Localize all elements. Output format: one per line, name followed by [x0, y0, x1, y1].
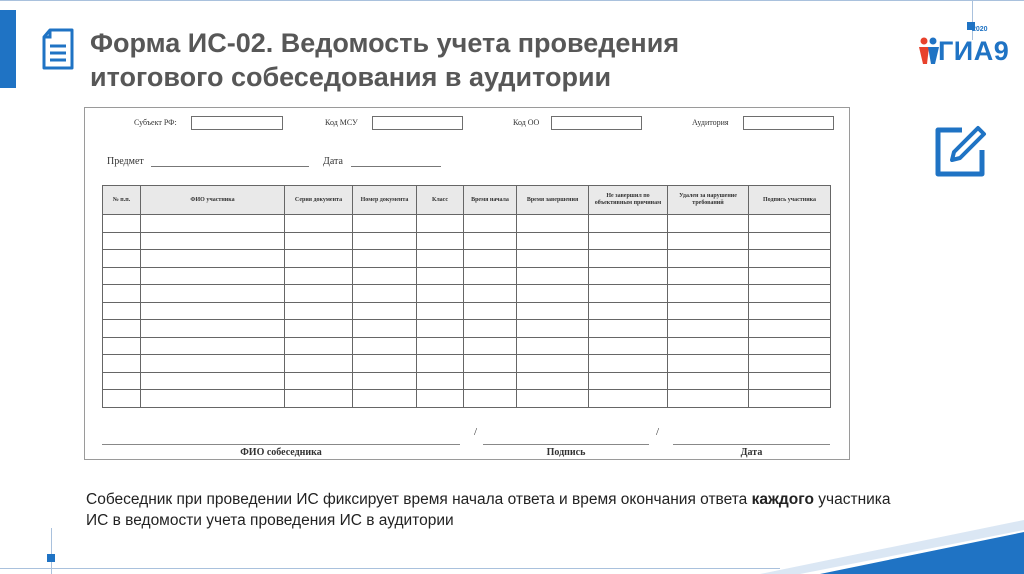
table-cell: [517, 320, 589, 338]
logo-figures-icon: [918, 36, 940, 66]
table-cell: [589, 250, 668, 268]
col-header: ФИО участника: [141, 186, 285, 215]
table-cell: [285, 215, 353, 233]
table-cell: [749, 250, 831, 268]
table-cell: [141, 302, 285, 320]
table-cell: [589, 215, 668, 233]
table-cell: [749, 267, 831, 285]
participants-table: [102, 185, 831, 408]
col-header: Не завершил по объективным причинам: [589, 186, 668, 215]
col-header: Удален за нарушение требований: [668, 186, 749, 215]
col-header: Время начала: [464, 186, 517, 215]
separator-slash-2: /: [656, 426, 660, 438]
table-cell: [589, 285, 668, 303]
table-cell: [668, 320, 749, 338]
table-row: [103, 372, 831, 390]
field-box-kod-msu: [372, 116, 463, 130]
table-cell: [589, 372, 668, 390]
table-cell: [285, 232, 353, 250]
table-cell: [749, 215, 831, 233]
note-prefix: Собеседник при проведении ИС фиксирует время начала ответа и время окончания ответа: [86, 491, 752, 508]
table-cell: [417, 285, 464, 303]
table-row: [103, 320, 831, 338]
note-bold: каждого: [751, 491, 814, 508]
table-cell: [353, 267, 417, 285]
signature-label-fio: ФИО собеседника: [240, 447, 322, 458]
table-cell: [285, 250, 353, 268]
field-label-auditoria: Аудитория: [692, 118, 729, 127]
table-cell: [141, 215, 285, 233]
col-header: Подпись участника: [749, 186, 831, 215]
table-cell: [589, 232, 668, 250]
table-cell: [285, 285, 353, 303]
table-row: [103, 355, 831, 373]
table-cell: [749, 337, 831, 355]
table-cell: [353, 372, 417, 390]
table-cell: [103, 337, 141, 355]
table-cell: [285, 320, 353, 338]
separator-slash-1: /: [474, 426, 478, 438]
table-cell: [517, 372, 589, 390]
table-cell: [103, 250, 141, 268]
table-cell: [749, 355, 831, 373]
table-cell: [749, 302, 831, 320]
table-cell: [417, 232, 464, 250]
table-cell: [103, 215, 141, 233]
table-cell: [749, 390, 831, 408]
table-cell: [589, 337, 668, 355]
table-cell: [417, 355, 464, 373]
predmet-label: Предмет: [107, 156, 144, 167]
table-cell: [517, 267, 589, 285]
table-cell: [589, 267, 668, 285]
page-title: [90, 26, 790, 94]
signature-label-podpis: Подпись: [546, 447, 586, 458]
table-cell: [417, 250, 464, 268]
col-header: № п.п.: [103, 186, 141, 215]
table-cell: [668, 215, 749, 233]
table-cell: [517, 337, 589, 355]
table-cell: [285, 337, 353, 355]
table-cell: [589, 355, 668, 373]
table-cell: [285, 372, 353, 390]
table-cell: [353, 355, 417, 373]
table-cell: [103, 267, 141, 285]
field-box-kod-oo: [551, 116, 642, 130]
document-icon: [40, 27, 76, 71]
table-cell: [285, 302, 353, 320]
field-label-subject-rf: Субъект РФ:: [134, 118, 177, 127]
table-cell: [417, 337, 464, 355]
table-cell: [668, 267, 749, 285]
table-cell: [464, 215, 517, 233]
table-cell: [464, 232, 517, 250]
table-cell: [141, 320, 285, 338]
table-row: [103, 285, 831, 303]
table-cell: [464, 320, 517, 338]
table-row: [103, 267, 831, 285]
data-label: Дата: [323, 156, 343, 167]
table-cell: [668, 285, 749, 303]
table-row: [103, 390, 831, 408]
table-row: [103, 250, 831, 268]
table-row: [103, 302, 831, 320]
table-cell: [668, 250, 749, 268]
table-cell: [285, 390, 353, 408]
table-cell: [285, 267, 353, 285]
table-cell: [517, 390, 589, 408]
table-cell: [417, 267, 464, 285]
table-cell: [464, 355, 517, 373]
table-cell: [517, 215, 589, 233]
table-header-row: [103, 186, 831, 215]
table-cell: [103, 355, 141, 373]
table-row: [103, 337, 831, 355]
table-cell: [668, 390, 749, 408]
frame-line-top: [0, 0, 1024, 1]
edit-icon: [932, 124, 988, 180]
table-cell: [141, 232, 285, 250]
note-suffix: участника ИС в ведомости учета проведения ИС в аудитории: [86, 491, 891, 529]
table-cell: [417, 320, 464, 338]
table-cell: [749, 320, 831, 338]
col-header: Серия документа: [285, 186, 353, 215]
field-label-kod-msu: Код МСУ: [325, 118, 358, 127]
data-underline: [351, 166, 441, 167]
table-cell: [141, 355, 285, 373]
table-cell: [353, 250, 417, 268]
predmet-underline: [151, 166, 309, 167]
table-cell: [749, 372, 831, 390]
table-cell: [103, 320, 141, 338]
table-cell: [103, 390, 141, 408]
table-cell: [589, 390, 668, 408]
table-cell: [417, 372, 464, 390]
table-cell: [668, 337, 749, 355]
table-cell: [464, 372, 517, 390]
table-cell: [517, 355, 589, 373]
table-cell: [103, 302, 141, 320]
table-cell: [417, 390, 464, 408]
table-cell: [517, 250, 589, 268]
note-text: [86, 489, 906, 531]
signature-line-data: [673, 444, 830, 445]
table-cell: [141, 390, 285, 408]
table-cell: [517, 302, 589, 320]
accent-band: [0, 10, 16, 88]
table-cell: [141, 337, 285, 355]
table-cell: [353, 302, 417, 320]
table-cell: [749, 285, 831, 303]
col-header: Номер документа: [353, 186, 417, 215]
title-line-2: итогового собеседования в аудитории: [90, 62, 612, 92]
table-cell: [668, 232, 749, 250]
table-cell: [417, 302, 464, 320]
table-cell: [103, 372, 141, 390]
signature-line-fio: [102, 444, 460, 445]
table-row: [103, 232, 831, 250]
logo-text: ГИА9: [938, 36, 1010, 66]
table-cell: [141, 250, 285, 268]
table-cell: [668, 355, 749, 373]
table-cell: [517, 285, 589, 303]
table-cell: [103, 232, 141, 250]
accent-square-bottom-left: [47, 554, 55, 562]
table-row: [103, 215, 831, 233]
table-cell: [103, 285, 141, 303]
form-is-02-image: [84, 107, 850, 460]
table-cell: [464, 337, 517, 355]
table-cell: [464, 285, 517, 303]
frame-line-right-vertical: [972, 0, 973, 40]
signature-label-data: Дата: [740, 447, 763, 458]
table-cell: [668, 302, 749, 320]
frame-line-bottom: [0, 568, 780, 569]
table-cell: [353, 215, 417, 233]
table-cell: [353, 320, 417, 338]
col-header: Время завершения: [517, 186, 589, 215]
table-cell: [353, 337, 417, 355]
table-cell: [141, 267, 285, 285]
title-line-1: Форма ИС-02. Ведомость учета проведения: [90, 28, 680, 58]
table-cell: [464, 302, 517, 320]
signature-line-podpis: [483, 444, 649, 445]
field-box-auditoria: [743, 116, 834, 130]
table-cell: [589, 320, 668, 338]
table-cell: [141, 285, 285, 303]
table-cell: [141, 372, 285, 390]
table-cell: [353, 285, 417, 303]
table-cell: [668, 372, 749, 390]
field-box-subject-rf: [191, 116, 283, 130]
table-cell: [589, 302, 668, 320]
table-cell: [285, 355, 353, 373]
table-cell: [749, 232, 831, 250]
field-label-kod-oo: Код ОО: [513, 118, 540, 127]
table-cell: [353, 390, 417, 408]
table-cell: [464, 250, 517, 268]
table-cell: [517, 232, 589, 250]
table-cell: [417, 215, 464, 233]
table-cell: [464, 390, 517, 408]
logo-year: 2020: [972, 26, 988, 33]
col-header: Класс: [417, 186, 464, 215]
table-cell: [353, 232, 417, 250]
table-cell: [464, 267, 517, 285]
